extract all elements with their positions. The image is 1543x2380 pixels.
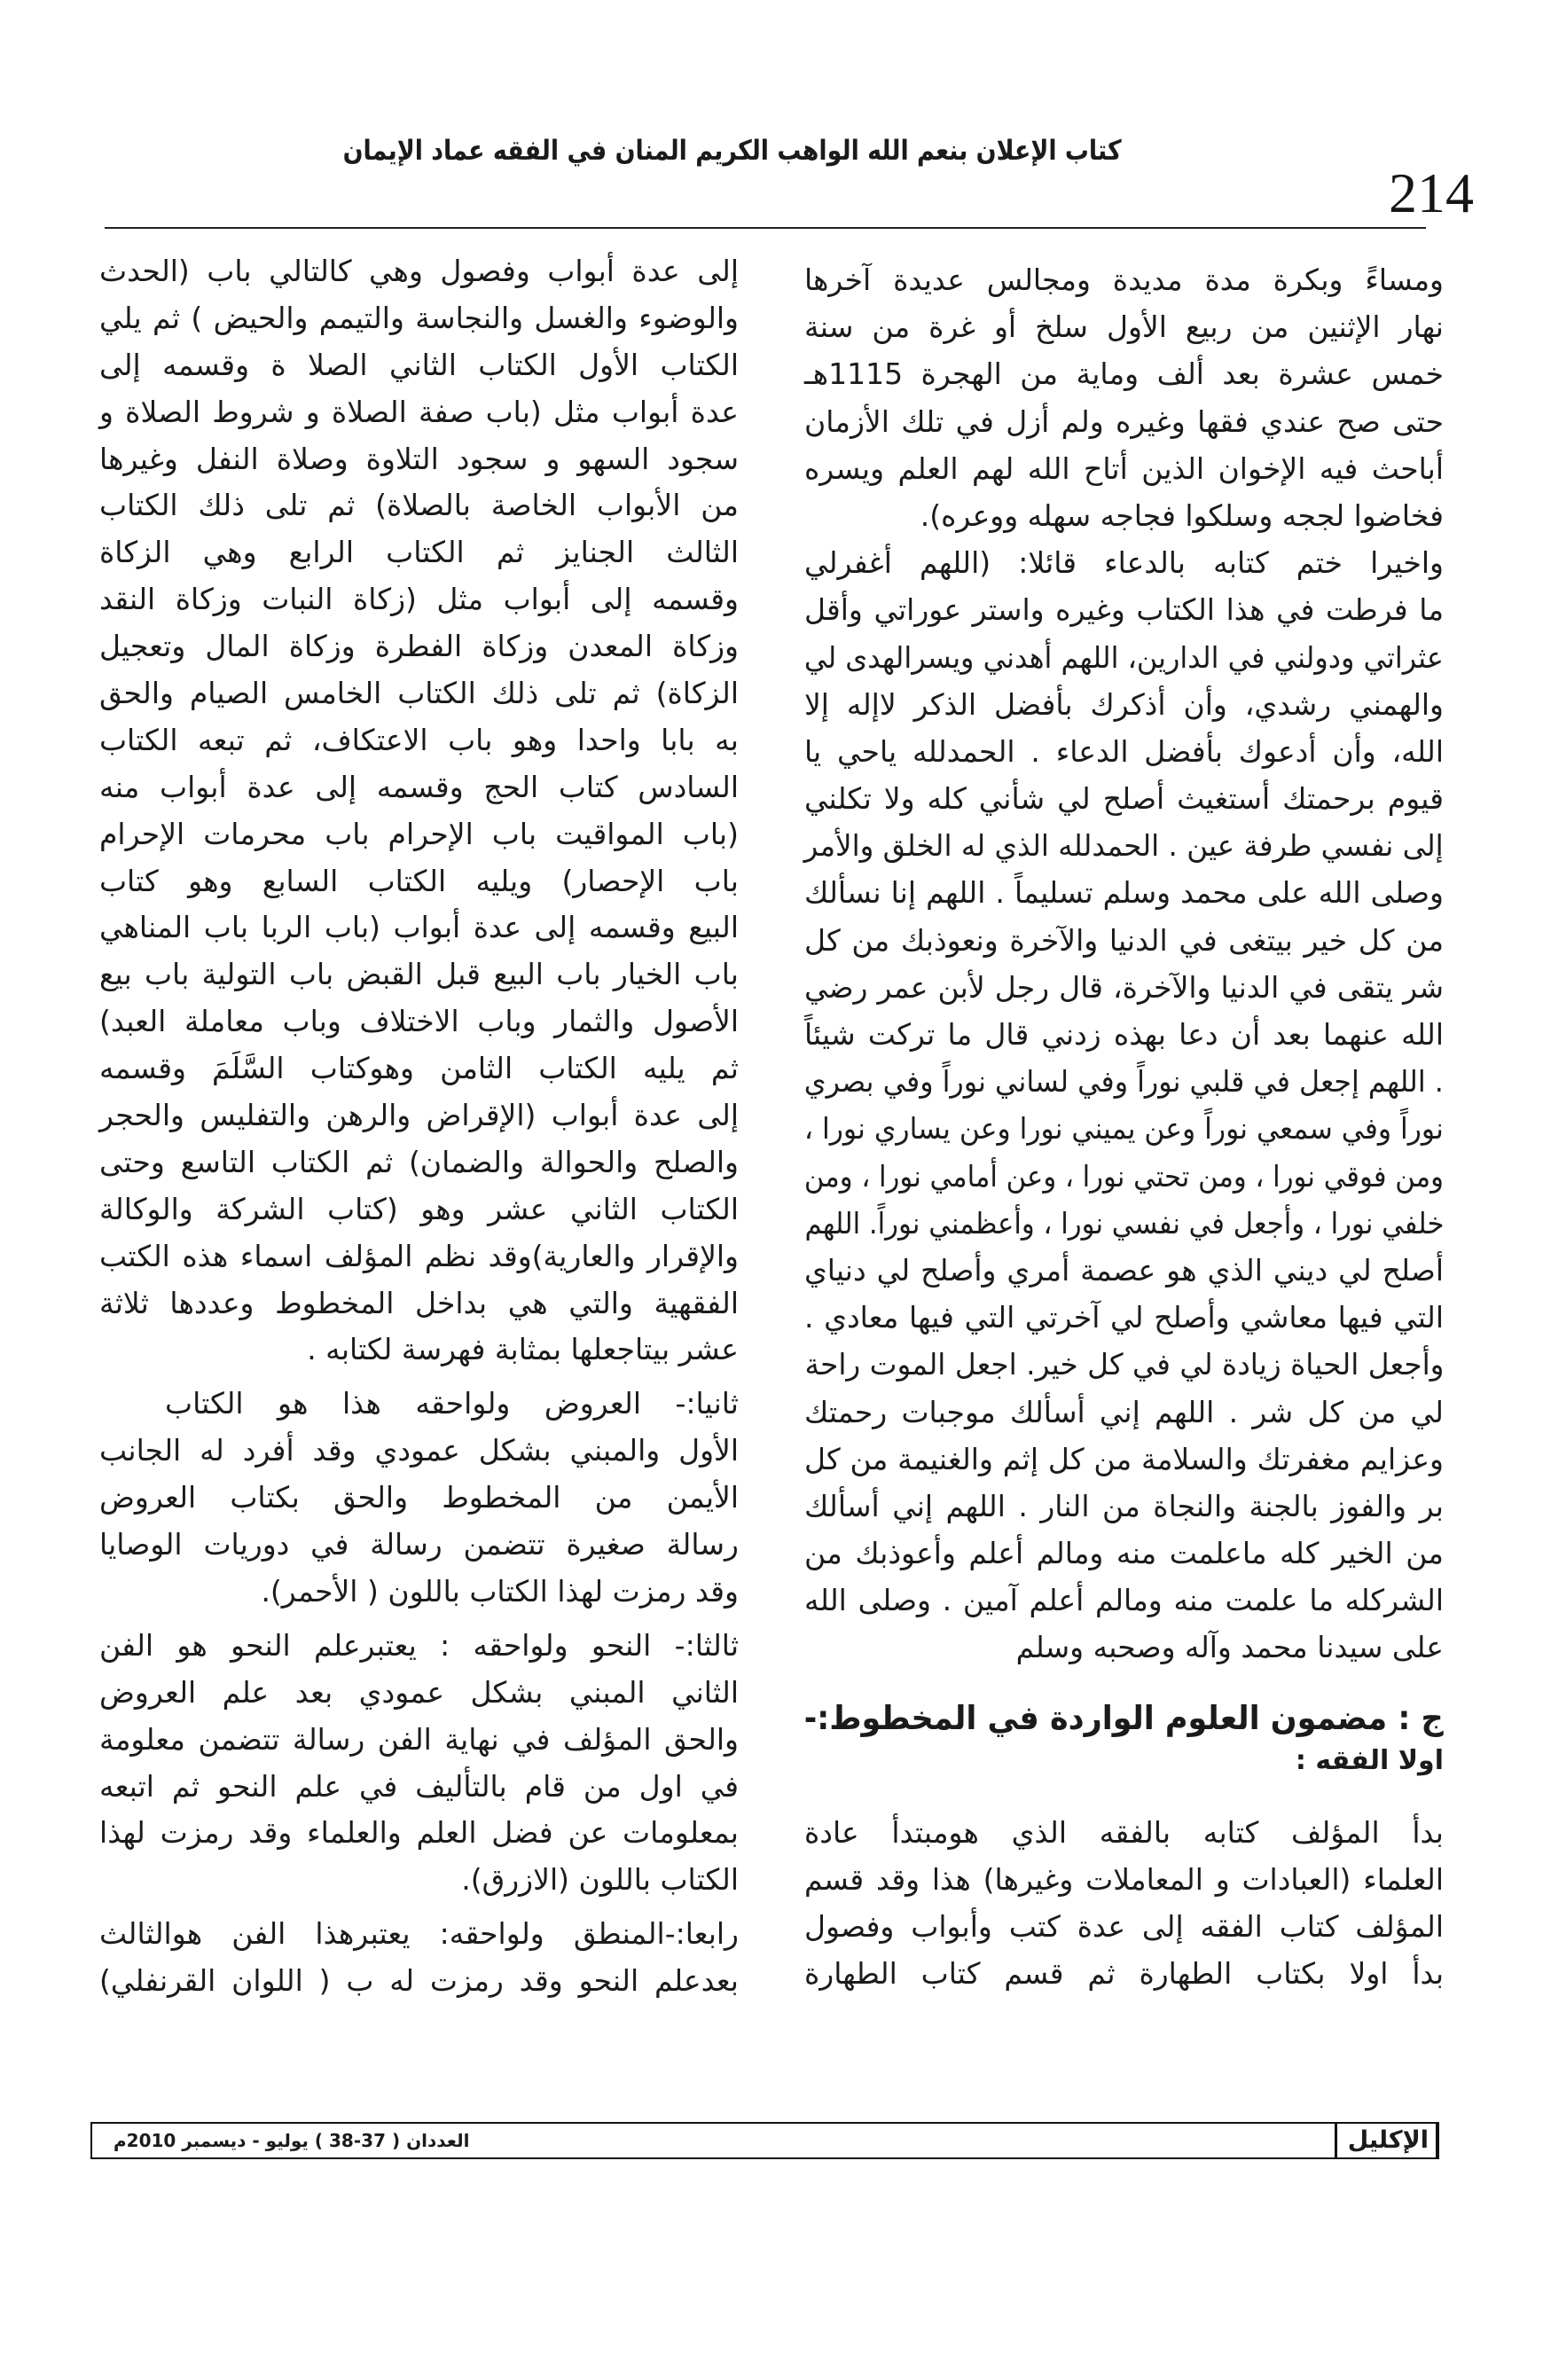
line-text: البيع وقسمه إلى عدة أبواب (باب الربا باب المناهي bbox=[99, 910, 739, 945]
paragraph bbox=[803, 1809, 1444, 1998]
paragraph bbox=[98, 248, 739, 1374]
line-text: والوضوء والغسل والنجاسة والتيمم والحيض ) ثم يلي bbox=[99, 300, 739, 335]
text-line bbox=[98, 576, 739, 623]
text-line bbox=[803, 586, 1444, 633]
paragraph bbox=[98, 1911, 739, 2005]
line-text: الشركله ما علمت منه ومالم أعلم آمين . وصلى الله bbox=[804, 1583, 1444, 1618]
text-line bbox=[98, 389, 739, 436]
section-heading-text: ج : مضمون العلوم الواردة في المخطوط:- bbox=[804, 1698, 1444, 1737]
paragraph bbox=[98, 1623, 739, 1904]
line-text: وزكاة المعدن وزكاة الفطرة وزكاة المال وتعجيل bbox=[98, 629, 739, 664]
line-text: وعزايم مغفرتك والسلامة من كل إثم والغنيمة من كل bbox=[803, 1441, 1444, 1476]
line-text: ثانيا:- العروض ولواحقه هذا هو الكتاب bbox=[165, 1386, 739, 1421]
line-text: الثالث الجنايز ثم الكتاب الرابع وهي الزكاة bbox=[99, 535, 739, 570]
text-line bbox=[98, 1810, 739, 1857]
text-line bbox=[803, 303, 1444, 350]
text-line bbox=[803, 1294, 1444, 1341]
text-line bbox=[803, 539, 1444, 586]
text-line bbox=[803, 1856, 1444, 1903]
text-line bbox=[98, 1717, 739, 1764]
text-line bbox=[98, 1857, 739, 1904]
line-text: وأجعل الحياة زيادة لي في كل خير. اجعل الموت راحة bbox=[804, 1347, 1444, 1382]
line-text: أباحث فيه الإخوان الذين أتاح الله لهم العلم ويسره bbox=[803, 450, 1444, 486]
text-line bbox=[803, 1950, 1444, 1997]
line-text: إلى عدة أبواب وفصول وهي كالتالي باب (الحدث bbox=[99, 254, 739, 288]
text-line bbox=[98, 904, 739, 951]
line-text: من الأبواب الخاصة بالصلاة) ثم تلى ذلك الكتاب bbox=[99, 488, 739, 523]
running-head-title bbox=[342, 129, 1181, 172]
line-text: الكتاب الثاني عشر وهو (كتاب الشركة والوكالة bbox=[98, 1191, 739, 1226]
text-line bbox=[98, 1764, 739, 1811]
line-text: بعدعلم النحو وقد رمزت له ب ( اللوان القرنفلي) bbox=[98, 1963, 739, 1999]
line-text: الله، وأن أدعوك بأفضل الدعاء . الحمدلله ياحي يا bbox=[803, 733, 1444, 769]
line-text: الكتاب باللون (الازرق). bbox=[461, 1862, 739, 1898]
text-line bbox=[98, 858, 739, 905]
line-text: وقد رمزت لهذا الكتاب باللون ( الأحمر). bbox=[261, 1573, 739, 1609]
line-text: عشر بيتاجعلها بمثابة فهرسة لكتابه . bbox=[307, 1332, 739, 1367]
text-line bbox=[98, 1092, 739, 1139]
line-text: ما فرطت في هذا الكتاب وغيره واستر عوراتي وأقل bbox=[803, 592, 1444, 628]
line-text: الله عنهما بعد أن دعا بهذه زدني قال ما تركت شيئاً bbox=[804, 1017, 1444, 1052]
text-line bbox=[98, 1569, 739, 1616]
text-line bbox=[803, 1200, 1444, 1247]
text-line bbox=[803, 822, 1444, 869]
text-line bbox=[98, 1475, 739, 1522]
line-text: الأيمن من المخطوط والحق بكتاب العروض bbox=[98, 1480, 739, 1515]
line-text: من كل خير بيتغى في الدنيا والآخرة ونعوذبك من كل bbox=[803, 922, 1444, 958]
text-line bbox=[98, 342, 739, 389]
line-text: السادس كتاب الحج وقسمه إلى عدة أبواب منه bbox=[99, 769, 739, 804]
line-text: والهمني رشدي، وأن أذكرك بأفضل الذكر لاإله إلا bbox=[803, 686, 1444, 722]
text-line bbox=[98, 248, 739, 295]
text-line bbox=[803, 775, 1444, 822]
text-line bbox=[803, 1105, 1444, 1152]
text-line bbox=[803, 1153, 1444, 1200]
right-column bbox=[803, 256, 1444, 1997]
text-line bbox=[98, 1280, 739, 1327]
text-line bbox=[98, 1327, 739, 1374]
section-subheading bbox=[803, 1741, 1444, 1781]
journal-logo: الإكليل bbox=[1335, 2124, 1429, 2157]
text-line bbox=[803, 445, 1444, 492]
text-line bbox=[803, 1341, 1444, 1388]
line-text: المؤلف كتاب الفقه إلى عدة كتب وأبواب وفصول bbox=[804, 1909, 1444, 1944]
text-line bbox=[803, 1483, 1444, 1530]
text-line bbox=[803, 1530, 1444, 1577]
text-line bbox=[803, 492, 1444, 539]
text-line bbox=[803, 1389, 1444, 1436]
line-text: العلماء (العبادات و المعاملات وغيرها) هذا وقد قسم bbox=[804, 1861, 1444, 1897]
text-line bbox=[803, 681, 1444, 728]
header-rule bbox=[105, 227, 1426, 229]
line-text: وقسمه إلى أبواب مثل (زكاة النبات وزكاة النقد bbox=[98, 582, 739, 617]
text-line bbox=[98, 1911, 739, 1958]
line-text: عدة أبواب مثل (باب صفة الصلاة و شروط الصلاة و bbox=[99, 394, 739, 429]
text-line bbox=[803, 350, 1444, 397]
text-line bbox=[803, 1058, 1444, 1105]
line-text: الأصول والثمار وباب الاختلاف وباب معاملة العبد) bbox=[99, 1004, 739, 1039]
paragraph bbox=[803, 256, 1444, 539]
text-line bbox=[803, 1436, 1444, 1483]
line-text: فخاضوا لججه وسلكوا فجاجه سهله ووعره). bbox=[920, 497, 1444, 533]
page-number: 214 bbox=[1389, 161, 1474, 224]
text-line bbox=[803, 964, 1444, 1011]
text-line bbox=[803, 1247, 1444, 1294]
line-text: باب الخيار باب البيع قبل القبض باب التولية باب بيع bbox=[98, 957, 739, 992]
line-text: نوراً وفي سمعي نوراً وعن يميني نورا وعن يساري نورا ، bbox=[804, 1111, 1444, 1147]
text-line bbox=[98, 1139, 739, 1186]
text-line bbox=[803, 1809, 1444, 1856]
line-text: على سيدنا محمد وآله وصحبه وسلم bbox=[1015, 1630, 1444, 1665]
text-line bbox=[98, 623, 739, 670]
running-head-text: كتاب الإعلان بنعم الله الواهب الكريم المنان في الفقه عماد الإيمان bbox=[342, 135, 1122, 167]
left-column bbox=[98, 248, 739, 2005]
line-text: الكتاب الأول الكتاب الثاني الصلا ة وقسمه إلى bbox=[98, 347, 739, 382]
text-line bbox=[98, 764, 739, 811]
line-text: رسالة صغيرة تتضمن رسالة في دوريات الوصايا bbox=[99, 1527, 739, 1562]
text-line bbox=[98, 1186, 739, 1233]
text-line bbox=[98, 1623, 739, 1670]
text-line bbox=[98, 951, 739, 998]
line-text: نهار الإثنين من ربيع الأول سلخ أو غرة من سنة bbox=[804, 309, 1444, 345]
line-text: وصلى الله على محمد وسلم تسليماً . اللهم إنا نسألك bbox=[804, 875, 1444, 911]
line-text: واخيرا ختم كتابه بالدعاء قائلا: (اللهم أغفرلي bbox=[803, 545, 1444, 581]
text-line bbox=[98, 998, 739, 1045]
text-line bbox=[803, 728, 1444, 775]
footer-bar bbox=[90, 2122, 1439, 2159]
text-line bbox=[98, 436, 739, 483]
text-line bbox=[803, 917, 1444, 964]
issue-info: العددان ( 37-38 ) يوليو - ديسمبر 2010م bbox=[114, 2130, 470, 2151]
section-subheading-text: اولا الفقه : bbox=[1295, 1744, 1444, 1776]
line-text: الثاني المبني بشكل عمودي بعد علم العروض bbox=[98, 1674, 739, 1710]
text-line bbox=[98, 717, 739, 764]
line-text: إلى عدة أبواب (الإقراض والرهن والتفليس والحجر bbox=[98, 1098, 739, 1133]
line-text: لي من كل شر . اللهم إني أسألك موجبات رحمتك bbox=[804, 1394, 1444, 1429]
text-line bbox=[803, 1624, 1444, 1671]
text-line bbox=[803, 256, 1444, 303]
line-text: حتى صح عندي فقها وغيره ولم أزل في تلك الأزمان bbox=[803, 403, 1444, 439]
line-text: في اول من قام بالتأليف في علم النحو ثم اتبعه bbox=[99, 1768, 739, 1804]
text-line bbox=[803, 398, 1444, 445]
line-text: الفقهية والتي هي بداخل المخطوط وعددها ثلاثة bbox=[99, 1285, 739, 1320]
text-line bbox=[98, 670, 739, 717]
line-text: والصلح والحوالة والضمان) ثم الكتاب التاسع وحتى bbox=[99, 1144, 739, 1179]
line-text: . اللهم إجعل في قلبي نوراً وفي لساني نوراً وفي بصري bbox=[803, 1064, 1444, 1100]
line-text: التي فيها معاشي وأصلح لي آخرتي التي فيها معادي . bbox=[804, 1300, 1444, 1335]
text-line bbox=[803, 1577, 1444, 1624]
line-text: (باب المواقيت باب الإحرام باب محرمات الإحرام bbox=[98, 816, 739, 851]
line-text: رابعا:-المنطق ولواحقه: يعتبرهذا الفن هوالثالث bbox=[99, 1916, 739, 1952]
paragraph bbox=[98, 1381, 739, 1615]
line-text: ثم يليه الكتاب الثامن وهوكتاب السَّلَمَ وقسمه bbox=[98, 1051, 739, 1086]
text-line bbox=[98, 1381, 739, 1428]
text-line bbox=[98, 1670, 739, 1717]
line-text: من الخير كله ماعلمت منه ومالم أعلم وأعوذبك من bbox=[804, 1536, 1444, 1571]
text-line bbox=[98, 295, 739, 342]
text-line bbox=[98, 1233, 739, 1280]
line-text: إلى نفسي طرفة عين . الحمدلله الذي له الخلق والأمر bbox=[804, 828, 1444, 864]
line-text: ومساءً وبكرة مدة مديدة ومجالس عديدة آخرها bbox=[803, 262, 1444, 297]
text-line bbox=[98, 1958, 739, 2005]
line-text: الأول والمبني بشكل عمودي وقد أفرد له الجانب bbox=[99, 1433, 739, 1468]
text-line bbox=[803, 1011, 1444, 1058]
line-text: بدأ اولا بكتاب الطهارة ثم قسم كتاب الطهارة bbox=[804, 1956, 1444, 1992]
line-text: والإقرار والعارية)وقد نظم المؤلف اسماء هذه الكتب bbox=[99, 1238, 739, 1273]
section-heading bbox=[803, 1696, 1444, 1741]
text-line bbox=[803, 634, 1444, 681]
text-line bbox=[98, 1428, 739, 1475]
text-line bbox=[98, 1045, 739, 1092]
line-text: قيوم برحمتك أستغيث أصلح لي شأني كله ولا تكلني bbox=[803, 781, 1444, 817]
line-text: والحق المؤلف في نهاية الفن رسالة تتضمن معلومة bbox=[99, 1721, 739, 1757]
line-text: خمس عشرة بعد ألف وماية من الهجرة 1115هـ bbox=[804, 356, 1444, 392]
line-text: بر والفوز بالجنة والنجاة من النار . اللهم إني أسألك bbox=[803, 1488, 1444, 1523]
line-text: بمعلومات عن فضل العلم والعلماء وقد رمزت لهذا bbox=[99, 1815, 739, 1851]
text-line bbox=[98, 482, 739, 529]
paragraph bbox=[803, 539, 1444, 1671]
line-text: خلفي نورا ، وأجعل في نفسي نورا ، وأعظمني نوراً. اللهم bbox=[803, 1205, 1444, 1241]
line-text: عثراتي ودولني في الدارين، اللهم أهدني ويسرالهدى لي bbox=[803, 639, 1444, 675]
line-text: بدأ المؤلف كتابه بالفقه الذي هومبتدأ عادة bbox=[804, 1814, 1444, 1850]
line-text: شر يتقى في الدنيا والآخرة، قال رجل لأبن عمر رضي bbox=[803, 969, 1444, 1005]
line-text: سجود السهو و سجود التلاوة وصلاة النفل وغيرها bbox=[99, 441, 739, 476]
line-text: أصلح لي ديني الذي هو عصمة أمري وأصلح لي دنياي bbox=[803, 1252, 1444, 1288]
line-text: الزكاة) ثم تلى ذلك الكتاب الخامس الصيام والحق bbox=[98, 676, 739, 711]
text-line bbox=[803, 1903, 1444, 1950]
line-text: باب الإحصار) ويليه الكتاب السابع وهو كتاب bbox=[98, 863, 739, 898]
text-line bbox=[98, 529, 739, 576]
text-line bbox=[98, 1522, 739, 1569]
text-line bbox=[803, 869, 1444, 916]
text-line bbox=[98, 811, 739, 858]
line-text: ومن فوقي نورا ، ومن تحتي نورا ، وعن أمامي نورا ، ومن bbox=[804, 1158, 1444, 1194]
line-text: به بابا واحدا وهو باب الاعتكاف، ثم تبعه الكتاب bbox=[98, 722, 739, 757]
line-text: ثالثا:- النحو ولواحقه : يعتبرعلم النحو هو الفن bbox=[99, 1627, 739, 1663]
